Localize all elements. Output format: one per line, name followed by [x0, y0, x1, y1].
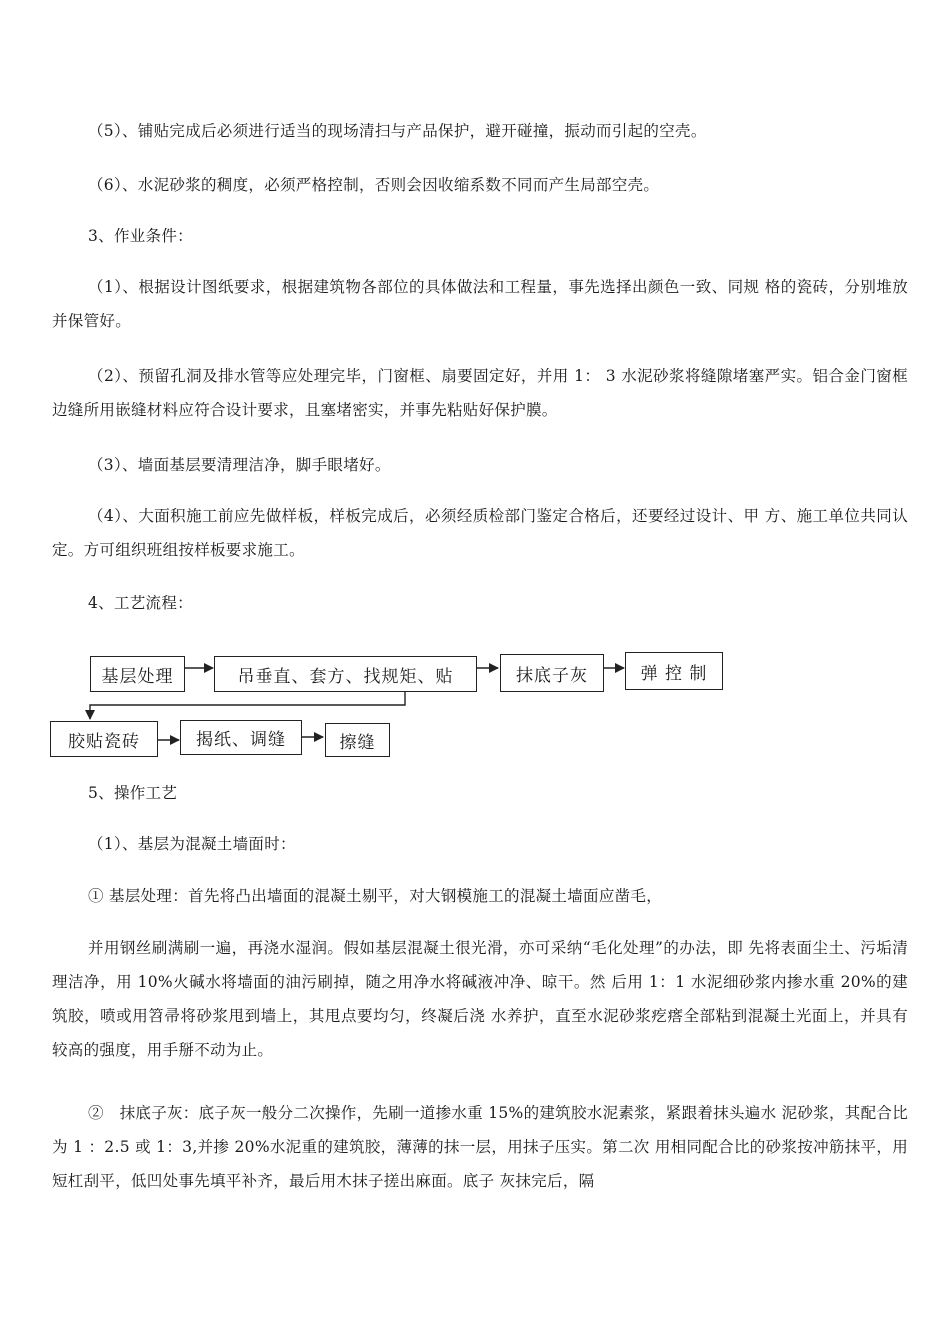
heading-work-conditions: 3、作业条件：	[88, 227, 193, 245]
paragraph-3-1: （1）、根据设计图纸要求，根据建筑物各部位的具体做法和工程量，事先选择出颜色一致、同规 格的瓷砖，分别堆放并保管好。	[52, 278, 908, 330]
paragraph-5-1: （1）、基层为混凝土墙面时：	[88, 835, 296, 853]
paragraph-2-6: （6）、水泥砂浆的稠度，必须严格控制，否则会因收缩系数不同而产生局部空壳。	[88, 176, 660, 194]
flow-step-tile-paste: 胶贴瓷砖	[50, 721, 158, 757]
paragraph-5-1-b: 并用钢丝刷满刷一遍，再浇水湿润。假如基层混凝土很光滑，亦可采纳“毛化处理”的办法，即 先将表面尘土、污垢清理洁净，用 10%火碱水将墙面的油污刷掉，随之用净水将碱液冲净、晾干。然 后用 1：1 水泥细砂浆内掺水重 20%的建筑胶，喷或用笤帚将砂浆甩到墙上，其甩点要均匀，终凝后浇 水养护，直至水泥砂浆疙瘩全部粘到混凝土光面上，并具有较高的强度，用手掰不动为止。	[52, 939, 908, 1059]
flow-step-control-line: 弹 控 制	[625, 652, 723, 690]
flow-step-plumb-square: 吊垂直、套方、找规矩、贴	[214, 656, 477, 692]
flow-step-grout-wipe: 擦缝	[325, 723, 390, 757]
paragraph-5-1-a: ① 基层处理：首先将凸出墙面的混凝土剔平，对大钢模施工的混凝土墙面应凿毛，	[88, 887, 663, 905]
paragraph-2-5: （5）、铺贴完成后必须进行适当的现场清扫与产品保护，避开碰撞，振动而引起的空壳。	[88, 122, 707, 140]
paragraph-3-4: （4）、大面积施工前应先做样板，样板完成后，必须经质检部门鉴定合格后，还要经过设计、甲 方、施工单位共同认定。方可组织班组按样板要求施工。	[52, 507, 908, 559]
arrow-row-wrap	[90, 690, 405, 719]
flow-step-peel-adjust: 揭纸、调缝	[180, 720, 302, 755]
paragraph-3-2: （2）、预留孔洞及排水管等应处理完毕，门窗框、扇要固定好，并用 1： 3 水泥砂浆将缝隙堵塞严实。铝合金门窗框边缝所用嵌缝材料应符合设计要求，且塞堵密实，并事先粘贴好保护膜。	[52, 367, 908, 419]
paragraph-5-2: ② 抹底子灰：底子灰一般分二次操作，先刷一道掺水重 15%的建筑胶水泥素浆，紧跟着抹头遍水 泥砂浆，其配合比为 1 ：2.5 或 1：3,并掺 20%水泥重的建筑胶，薄薄的抹一层，用抹子压实。第二次 用相同配合比的砂浆按冲筋抹平，用短杠刮平，低凹处事先填平补齐，最后用木抹子搓出麻面。底子 灰抹完后，隔	[52, 1104, 909, 1190]
paragraph-3-3: （3）、墙面基层要清理洁净，脚手眼堵好。	[88, 456, 391, 474]
heading-process-flow: 4、工艺流程：	[88, 594, 193, 612]
flow-step-base-coat: 抹底子灰	[500, 654, 604, 692]
flow-step-base-treatment: 基层处理	[90, 656, 185, 692]
heading-operation-process: 5、操作工艺	[88, 784, 178, 802]
